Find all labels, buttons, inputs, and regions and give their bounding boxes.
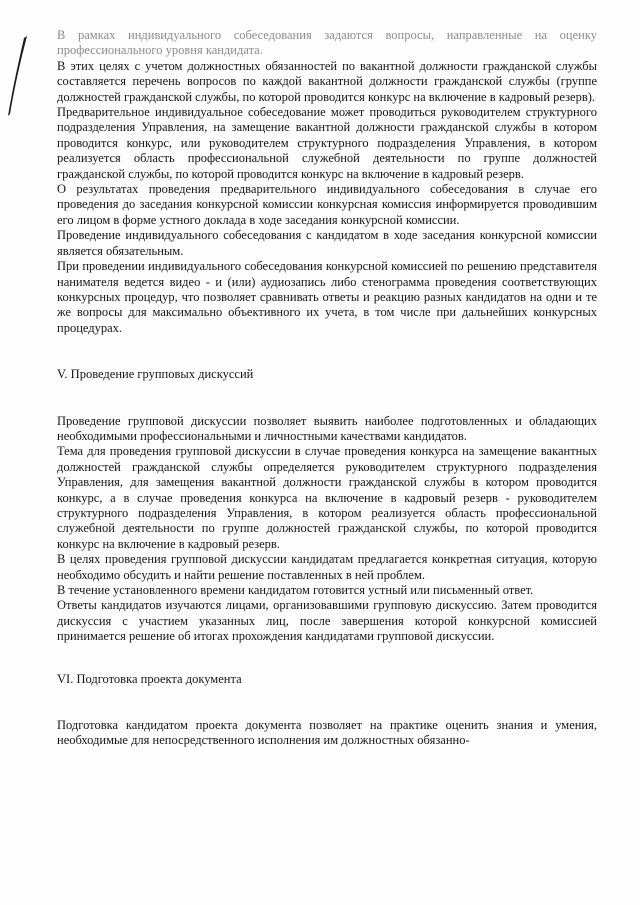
paragraph: В рамках индивидуального собеседования задаются вопросы, направленные на оценку профессионального уровня кандидата. [57, 28, 597, 58]
section-heading: V. Проведение групповых дискуссий [57, 367, 254, 382]
pen-mark [6, 34, 32, 118]
spacer [57, 383, 597, 414]
spacer [57, 687, 597, 718]
paragraph: В целях проведения групповой дискуссии кандидатам предлагается конкретная ситуация, которую необходимо обсудить и найти решение поставленных в ней проблем. [57, 552, 597, 582]
paragraph: Проведение групповой дискуссии позволяет выявить наиболее подготовленных и обладающих необходимыми профессиональными и личностными качествами кандидатов. [57, 413, 597, 443]
paragraph: О результатах проведения предварительного индивидуального собеседования в случае его проведения до заседания конкурсной комиссии конкурсная комиссия информируется проводившим его лицом в форме устного доклада в ходе заседания конкурсной комиссии. [57, 182, 597, 227]
paragraph: Проведение индивидуального собеседования с кандидатом в ходе заседания конкурсной комиссии является обязательным. [57, 228, 597, 258]
paragraph: Ответы кандидатов изучаются лицами, организовавшими групповую дискуссию. Затем проводится дискуссия с участием указанных лиц, после завершения которой конкурсной комиссией принимается решение об итогах прохождения кандидатами групповой дискуссии. [57, 598, 597, 644]
section-heading: VI. Подготовка проекта документа [57, 671, 242, 686]
spacer [57, 336, 597, 367]
paragraph: В этих целях с учетом должностных обязанностей по вакантной должности гражданской службы составляется перечень вопросов по каждой вакантной должности гражданской службы (группе должностей гражданской службы, по которой проводится конкурс на включение в кадровый резерв). [57, 58, 597, 104]
paragraph: При проведении индивидуального собеседования конкурсной комиссией по решению представителя нанимателя ведется видео - и (или) аудиозапись либо стенограмма проведения соответствующих конкурсных процедур, что позволяет сравнивать ответы и реакцию разных кандидатов на одни и те же вопросы для максимально объективного их учета, в том числе при дальнейших конкурсных процедурах. [57, 259, 597, 335]
paragraph: Тема для проведения групповой дискуссии в случае проведения конкурса на замещение вакантных должностей гражданской службы определяется руководителем структурного подразделения Управления, для замещения вакантной должности гражданской службы в котором проводится конкурс, а в случае проведения конкурса на включение в кадровый резерв - руководителем структурного подразделения Управления, в котором реализуется область профессиональной служебной деятельности по группе должностей гражданской службы, по которой проводится конкурс на включение в кадровый резерв. [57, 444, 597, 551]
paragraph: Подготовка кандидатом проекта документа позволяет на практике оценить знания и умения, необходимые для непосредственного исполнения им должностных обязанно- [57, 718, 597, 748]
paragraph: Предварительное индивидуальное собеседование может проводиться руководителем структурного подразделения Управления, на замещение вакантной должности гражданской службы в котором проводится конкурс, или руководителем структурного подразделения Управления, в котором реализуется область профессиональной служебной деятельности по группе должностей гражданской службы, по которой проводится конкурс на включение в кадровый резерв. [57, 105, 597, 181]
spacer [57, 645, 597, 672]
paragraph: В течение установленного времени кандидатом готовится устный или письменный ответ. [57, 583, 534, 597]
document-body [57, 28, 597, 749]
